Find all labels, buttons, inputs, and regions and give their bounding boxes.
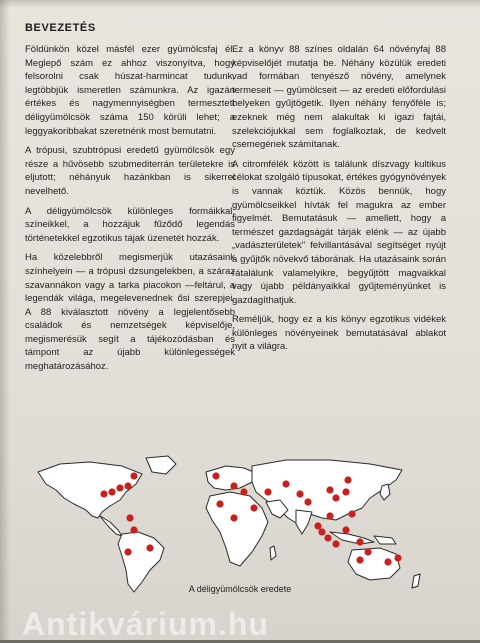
- origin-marker: [264, 488, 271, 495]
- paragraph: A déligyümölcsök különleges formáikkal, színeikkel, a hozzájuk fűződő legendás történetekkel egzotikus tájak üzenetét hozzák.: [25, 205, 235, 244]
- paragraph: Ez a könyv 88 színes oldalán 64 növényfaj 88 képviselőjét mutatja be. Néhány közülük eredeti vad formában tenyésző növény, amelynek termeseit — gyümölcseit — az eredeti előfordulási helyeken gyűjtögetik. Ilyen néhány fenyőféle is; ezeknek még nem alakultak ki igazi fajtái, szelekciójukkal sem foglalkoztak, de kedvelt csemegének számítanak.: [232, 44, 446, 151]
- origin-marker: [394, 554, 401, 561]
- origin-marker: [126, 514, 133, 521]
- origin-marker: [124, 482, 131, 489]
- new-guinea: [374, 536, 396, 544]
- origin-marker: [384, 558, 391, 565]
- paragraph: Reméljük, hogy ez a kis könyv egzotikus vidékek különleges növényeinek bemutatásával ablakot nyit a világra.: [232, 314, 446, 353]
- origin-marker: [230, 514, 237, 521]
- map-caption: A déligyümölcsök eredete: [188, 584, 292, 594]
- origin-marker: [282, 480, 289, 487]
- origin-marker: [146, 544, 153, 551]
- origin-marker: [314, 522, 321, 529]
- origin-marker: [326, 512, 333, 519]
- origin-marker: [250, 504, 257, 511]
- watermark: Antikvárium.hu: [22, 606, 269, 642]
- origin-marker: [108, 488, 115, 495]
- origin-marker: [348, 510, 355, 517]
- africa: [206, 492, 268, 566]
- origin-marker: [240, 488, 247, 495]
- paragraph: A trópusi, szubtrópusi eredetű gyümölcsök egy része a hűvösebb szubmediterrán területekre is eljutott; néhányuk hazánkban is sikerrel nevelhető.: [25, 145, 235, 197]
- central-america: [100, 516, 122, 536]
- origin-marker: [116, 484, 123, 491]
- origin-marker: [326, 486, 333, 493]
- australia: [348, 548, 400, 580]
- origin-marker: [230, 482, 237, 489]
- text-column-right: [232, 43, 446, 360]
- origin-marker: [100, 490, 107, 497]
- paragraph: Földünkön közel másfél ezer gyümölcsfaj él. Meglepő szám ez ahhoz viszonyítva, hogy felsorolni csak húszat-harmincat tudunk, legtöbbjük ismeretlen számunkra. Az igazán értékes és nagymennyiségben termesztett déligyümölcsök száma 150 körüli lehet; a leggyakoribbakat szeretnénk most bemutatni.: [25, 44, 235, 137]
- north-america: [38, 462, 142, 518]
- origin-marker: [304, 498, 311, 505]
- origin-marker: [324, 534, 331, 541]
- text-column-left: [25, 43, 235, 380]
- world-map: [30, 452, 438, 602]
- page-edge-shadow: [0, 0, 10, 640]
- continents: [38, 456, 420, 592]
- origin-marker: [332, 494, 339, 501]
- origin-marker: [364, 548, 371, 555]
- origin-marker: [342, 488, 349, 495]
- origin-marker: [124, 548, 131, 555]
- japan: [380, 484, 390, 500]
- india: [296, 510, 312, 534]
- section-heading: BEVEZETÉS: [25, 22, 96, 34]
- origin-marker: [342, 526, 349, 533]
- origin-marker: [332, 540, 339, 547]
- origin-marker: [296, 490, 303, 497]
- origin-marker: [356, 556, 363, 563]
- origin-marker: [130, 526, 137, 533]
- origin-marker: [130, 472, 137, 479]
- origin-marker: [356, 538, 363, 545]
- south-america: [118, 532, 164, 592]
- origin-marker: [318, 528, 325, 535]
- madagascar: [270, 546, 276, 560]
- greenland: [146, 456, 176, 474]
- origin-marker: [212, 472, 219, 479]
- paragraph: Ha közelebbről megismerjük utazásaink színhelyein — a trópusi dzsungelekben, a száraz szavannákon vagy a tarka piacokon —feltárul, a legendák világa, megelevenednek ősi szerepjei. A 88 kiválasztott növény a legjelentősebb családok és nemzetségek képviselője, megismerésük segít a tájékozódásban és támpont az újabb különlegességek meghatározásához.: [25, 252, 235, 373]
- page-top-shadow: [0, 0, 480, 8]
- origin-marker: [344, 476, 351, 483]
- paragraph: A citromfélék között is találunk díszvagy kultikus célokat szolgáló típusokat, értékes gyógynövények is vannak köztük. Közös bennük, hogy gyümölcseikkel hívták fel magukra az ember figyelmét. Bemutatásuk — amellett, hogy a természet gazdagságát tárják elénk — az újabb „vadászterületek" felvillantásával segítséget nyújt a gyűjtők növekvő táborának. Ha utazásaink során rátalálunk valamelyikre, begyűjtött magvaikkal vagy újabb példányaikkal gyűjteményünket is gazdagíthatjuk.: [232, 158, 446, 306]
- origin-marker: [216, 500, 223, 507]
